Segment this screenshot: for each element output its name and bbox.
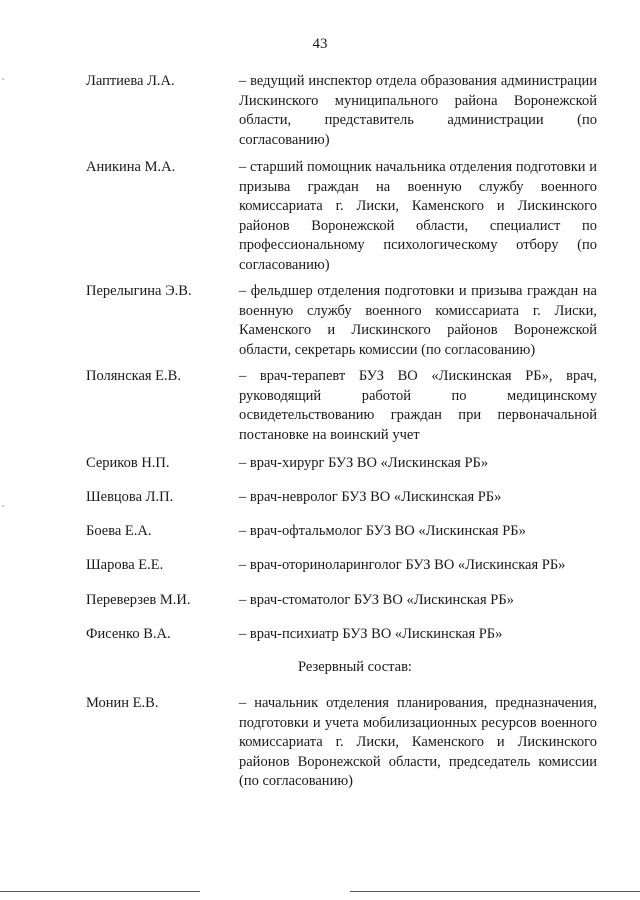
- scan-speck: [2, 505, 4, 507]
- member-description: – врач-хирург БУЗ ВО «Лискинская РБ»: [239, 455, 489, 471]
- member-name: Боева Е.А.: [86, 523, 152, 539]
- member-name: Лаптиева Л.А.: [86, 73, 175, 89]
- member-name: Фисенко В.А.: [86, 626, 171, 642]
- member-description: – врач-оториноларинголог БУЗ ВО «Лискинская РБ»: [239, 557, 566, 573]
- member-description: – врач-психиатр БУЗ ВО «Лискинская РБ»: [239, 626, 503, 642]
- member-name: Шевцова Л.П.: [86, 489, 174, 505]
- member-description: – врач-стоматолог БУЗ ВО «Лискинская РБ»: [239, 592, 514, 608]
- member-description: – фельдшер отделения подготовки и призыва граждан на военную службу военного комиссариата г. Лиски, Каменского и Лискинского районов Воронежской области, секретарь комиссии (по согласованию): [239, 283, 597, 358]
- member-name: Аникина М.А.: [86, 159, 176, 175]
- member-description: – начальник отделения планирования, предназначения, подготовки и учета мобилизационных ресурсов военного комиссариата г. Лиски, Каменского и Лискинского районов Воронежской области, председатель комиссии (по согласованию): [239, 695, 597, 790]
- member-name: Сериков Н.П.: [86, 455, 170, 471]
- member-description: – врач-терапевт БУЗ ВО «Лискинская РБ», врач, руководящий работой по медицинскому освидетельствованию граждан при первоначальной постановке на воинский учет: [239, 368, 597, 443]
- member-description: – врач-офтальмолог БУЗ ВО «Лискинская РБ»: [239, 523, 526, 539]
- member-name: Полянская Е.В.: [86, 368, 181, 384]
- member-name: Перелыгина Э.В.: [86, 283, 192, 299]
- member-description: – врач-невролог БУЗ ВО «Лискинская РБ»: [239, 489, 502, 505]
- member-description: – старший помощник начальника отделения подготовки и призыва граждан на военную службу военного комиссариата г. Лиски, Каменского и Лискинского районов Воронежской области, специалист по профессиональному психологическому отбору (по согласованию): [239, 159, 597, 273]
- member-name: Переверзев М.И.: [86, 592, 191, 608]
- reserve-section-heading: Резервный состав:: [298, 659, 412, 675]
- scan-edge-gap: [200, 889, 350, 894]
- member-name: Монин Е.В.: [86, 695, 159, 711]
- scan-speck: [2, 78, 4, 80]
- page-number: 43: [312, 36, 328, 52]
- member-name: Шарова Е.Е.: [86, 557, 164, 573]
- member-description: – ведущий инспектор отдела образования администрации Лискинского муниципального района Воронежской области, представитель администрации (по согласованию): [239, 73, 597, 148]
